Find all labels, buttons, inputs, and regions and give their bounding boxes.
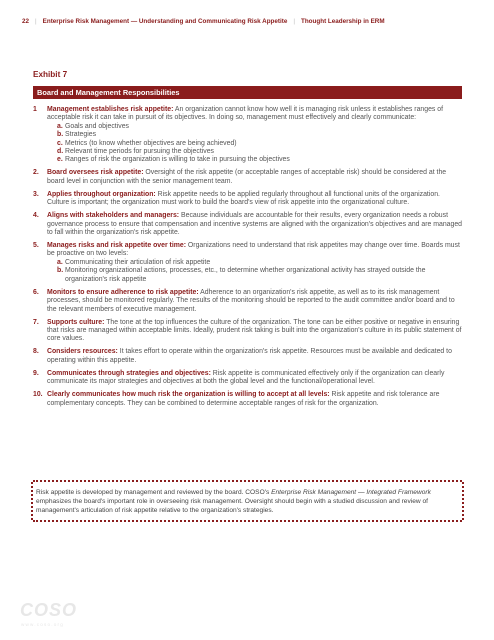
item-text: Oversight of the risk appetite (or acceptable ranges of acceptable risk) should be considered at the board level in conjunction with the senior management team. [47, 169, 447, 185]
sub-item [47, 131, 462, 139]
item-number: 1 [33, 106, 37, 113]
list-item [33, 106, 462, 165]
list-item [33, 191, 462, 208]
item-text: Risk appetite is communicated effectively only if the organization can clearly communicate its major strategies and objectives at both the global level and the functional/operational level. [47, 369, 445, 386]
item-body [47, 348, 462, 365]
item-text: The tone at the top influences the culture of the organization. The tone can be either positive or negative in ensuring that risks are managed within acceptable limits. Ideally, prudent risk taking is built into the organization's culture in its public statement of core values. [47, 318, 462, 343]
item-text: Because individuals are accountable for their results, every organization needs a robust governance process to ensure that compensation and incentive systems are aligned with the organization's objectives and are managed to fall within the organization's risk appetite. [47, 212, 463, 237]
sub-item-letter: d. [57, 148, 64, 156]
page-number: 22 [22, 18, 30, 25]
document-title: Enterprise Risk Management — Understanding and Communicating Risk Appetite [42, 18, 288, 25]
callout-box [33, 480, 462, 522]
item-lead: Board oversees risk appetite: [47, 169, 144, 177]
item-text: An organization cannot know how well it is managing risk unless it establishes ranges of acceptable risk it can take in pursuit of its objectives. In doing so, management must effectively and clearly communicate: [47, 106, 444, 122]
sub-item-letter: c. [57, 139, 63, 147]
sub-item [47, 123, 462, 131]
item-lead: Applies throughout organization: [47, 190, 156, 198]
item-body [47, 212, 462, 237]
sub-item [47, 259, 462, 267]
section-title: Thought Leadership in ERM [300, 18, 385, 25]
sub-item-letter: a. [57, 122, 63, 130]
item-number: 6. [33, 288, 39, 296]
sub-item-text: Metrics (to know whether objectives are being achieved) [65, 139, 237, 147]
callout-framework-title: Enterprise Risk Management — Integrated Framework [271, 489, 431, 496]
item-body [47, 191, 462, 208]
item-body [47, 106, 462, 165]
item-number: 7. [33, 318, 39, 326]
item-number: 8. [33, 348, 39, 356]
item-body [47, 289, 462, 314]
item-number: 10. [33, 391, 43, 399]
item-text: Risk appetite and risk tolerance are complementary concepts. They can be combined to determine acceptable ranges of risk for the organization. [47, 391, 440, 407]
item-number: 4. [33, 212, 39, 220]
sub-item-text: Goals and objectives [65, 122, 129, 130]
list-item [33, 391, 462, 408]
sub-item-text: Relevant time periods for pursuing the objectives [65, 148, 214, 156]
exhibit-label: Exhibit 7 [33, 70, 68, 79]
list-item [33, 370, 462, 387]
item-lead: Aligns with stakeholders and managers: [47, 212, 180, 220]
header-separator: | [35, 18, 37, 25]
sub-item-letter: b. [57, 131, 64, 139]
item-number: 9. [33, 369, 39, 377]
item-text: It takes effort to operate within the organization's risk appetite. Resources must be available and dedicated to operating within this appetite. [47, 348, 452, 364]
header-separator: | [293, 18, 295, 25]
sub-item [47, 156, 462, 164]
sub-item-text: Ranges of risk the organization is willing to take in pursuing the objectives [65, 156, 290, 164]
item-number: 5. [33, 242, 39, 250]
item-lead: Considers resources: [47, 348, 118, 356]
sub-item-text: Monitoring organizational actions, processes, etc., to determine whether organizational activity has strayed outside the organization's risk appetite [65, 267, 426, 283]
sub-item [47, 148, 462, 156]
list-item [33, 289, 462, 314]
item-text: Adherence to an organization's risk appetite, as well as to its risk management processes, should be monitored regularly. The results of the monitoring should be reported to the audit committee and/or board and to the relevant members of executive management. [47, 288, 455, 313]
sub-item-letter: b. [57, 267, 64, 275]
item-number: 2. [33, 169, 39, 177]
coso-url: www.coso.org [21, 622, 64, 627]
callout-text-1: Risk appetite is developed by management and reviewed by the board. COSO's [36, 489, 272, 496]
sub-item [47, 267, 462, 284]
exhibit-banner: Board and Management Responsibilities [33, 86, 462, 99]
sub-item-letter: a. [57, 258, 63, 266]
coso-logo: COSO [20, 600, 78, 620]
item-number: 3. [33, 190, 39, 198]
item-body [47, 391, 462, 408]
list-item [33, 319, 462, 344]
item-body [47, 169, 462, 186]
callout-text-2: emphasizes the board's important role in overseeing risk management. Oversight should begin with a studied discussion and review of management's articulation of risk appetite relative to the organization's strategies. [36, 498, 428, 514]
responsibilities-list [33, 106, 462, 413]
list-item [33, 212, 462, 237]
item-body [47, 319, 462, 344]
sub-item [47, 140, 462, 148]
list-item [33, 242, 462, 284]
item-lead: Management establishes risk appetite: [47, 106, 174, 113]
list-item [33, 348, 462, 365]
item-lead: Clearly communicates how much risk the organization is willing to accept at all levels: [47, 391, 330, 399]
item-text: Organizations need to understand that risk appetites may change over time. Boards must be proactive on two levels: [47, 242, 460, 258]
item-body [47, 242, 462, 284]
item-text: Risk appetite needs to be applied regularly throughout all functional units of the organization. Culture is important; the organization must work to build the board's view of risk appetite into the organizational culture. [47, 190, 440, 207]
page-header [22, 18, 472, 25]
item-body [47, 370, 462, 387]
item-lead: Communicates through strategies and objectives: [47, 369, 211, 377]
sub-item-text: Communicating their articulation of risk appetite [65, 258, 211, 266]
list-item [33, 169, 462, 186]
sub-item-text: Strategies [65, 131, 97, 139]
item-lead: Supports culture: [47, 318, 105, 326]
item-lead: Manages risks and risk appetite over time: [47, 242, 187, 250]
sub-item-letter: e. [57, 156, 63, 164]
item-lead: Monitors to ensure adherence to risk appetite: [47, 288, 199, 296]
